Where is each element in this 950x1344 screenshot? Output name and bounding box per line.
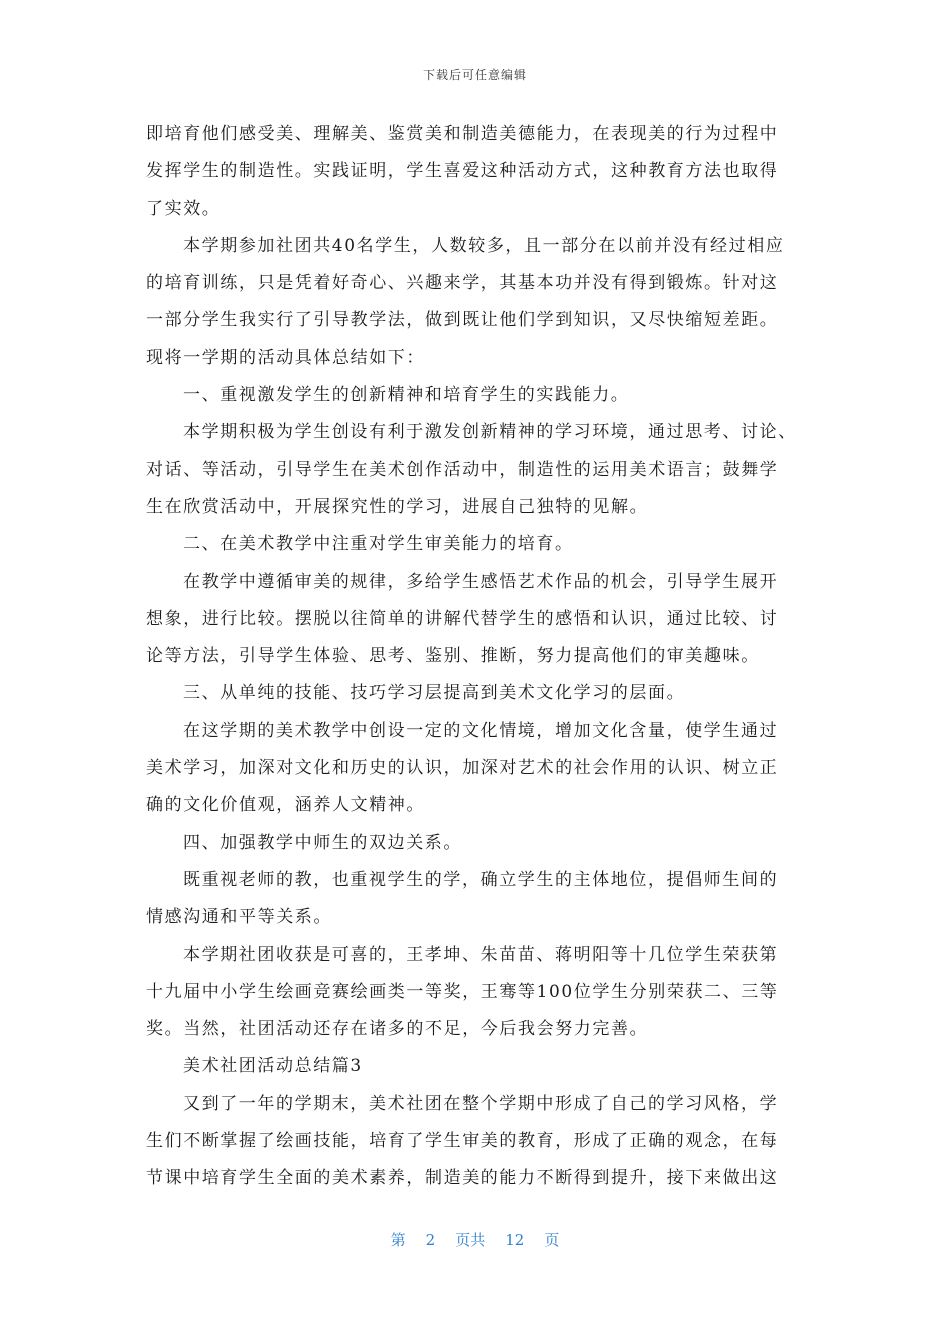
text-line: 本学期社团收获是可喜的，王孝坤、朱苗苗、蒋明阳等十几位学生荣获第: [183, 944, 779, 965]
text-line: 又到了一年的学期末，美术社团在整个学期中形成了自己的学习风格，学: [183, 1093, 779, 1114]
text-line: 了实效。: [146, 198, 221, 219]
text-line: 生们不断掌握了绘画技能，培育了学生审美的教育，形成了正确的观念，在每: [146, 1131, 779, 1152]
footer-total-pages: 12: [505, 1231, 525, 1249]
document-body: [146, 116, 811, 1198]
footer-middle: 页共: [455, 1231, 486, 1249]
text-line: 本学期参加社团共40名学生，人数较多，且一部分在以前并没有经过相应: [183, 235, 785, 256]
text-line: 三、从单纯的技能、技巧学习层提高到美术文化学习的层面。: [183, 683, 686, 704]
text-line: 一、重视激发学生的创新精神和培育学生的实践能力。: [183, 385, 630, 406]
text-line: 在教学中遵循审美的规律，多给学生感悟艺术作品的机会，引导学生展开: [183, 571, 779, 592]
text-line: 想象，进行比较。摆脱以往简单的讲解代替学生的感悟和认识，通过比较、讨: [146, 608, 779, 629]
footer-suffix: 页: [544, 1231, 560, 1249]
text-line: 本学期积极为学生创设有利于激发创新精神的学习环境，通过思考、讨论、: [183, 422, 797, 443]
text-line: 十九届中小学生绘画竞赛绘画类一等奖，王骞等100位学生分别荣获二、三等: [146, 981, 779, 1002]
text-line: 美术社团活动总结篇3: [183, 1056, 363, 1077]
text-line: 论等方法，引导学生体验、思考、鉴别、推断，努力提高他们的审美趣味。: [146, 646, 760, 667]
text-line: 现将一学期的活动具体总结如下：: [146, 347, 425, 368]
text-line: 奖。当然，社团活动还存在诸多的不足，今后我会努力完善。: [146, 1019, 649, 1040]
text-line: 确的文化价值观，涵养人文精神。: [146, 795, 425, 816]
text-line: 四、加强教学中师生的双边关系。: [183, 832, 462, 853]
text-line: 节课中培育学生全面的美术素养，制造美的能力不断得到提升，接下来做出这: [146, 1168, 779, 1189]
text-line: 美术学习，加深对文化和历史的认识，加深对艺术的社会作用的认识、树立正: [146, 758, 779, 779]
text-line: 情感沟通和平等关系。: [146, 907, 332, 928]
page-footer: [0, 1229, 950, 1250]
text-line: 在这学期的美术教学中创设一定的文化情境，增加文化含量，使学生通过: [183, 720, 779, 741]
text-line: 的培育训练，只是凭着好奇心、兴趣来学，其基本功并没有得到锻炼。针对这: [146, 273, 779, 294]
text-line: 即培育他们感受美、理解美、鉴赏美和制造美德能力，在表现美的行为过程中: [146, 124, 779, 144]
text-line: 既重视老师的教，也重视学生的学，确立学生的主体地位，提倡师生间的: [183, 869, 779, 890]
text-line: 发挥学生的制造性。实践证明，学生喜爱这种活动方式，这种教育方法也取得: [146, 161, 779, 182]
text-line: 一部分学生我实行了引导教学法，做到既让他们学到知识，又尽快缩短差距。: [146, 310, 779, 331]
page-header: 下载后可任意编辑: [422, 68, 527, 82]
text-line: 生在欣赏活动中，开展探究性的学习，进展自己独特的见解。: [146, 496, 649, 517]
text-line: 对话、等活动，引导学生在美术创作活动中，制造性的运用美术语言；鼓舞学: [146, 459, 779, 480]
footer-prefix: 第: [390, 1231, 406, 1249]
text-line: 二、在美术教学中注重对学生审美能力的培育。: [183, 534, 574, 555]
footer-current-page: 2: [425, 1231, 436, 1249]
